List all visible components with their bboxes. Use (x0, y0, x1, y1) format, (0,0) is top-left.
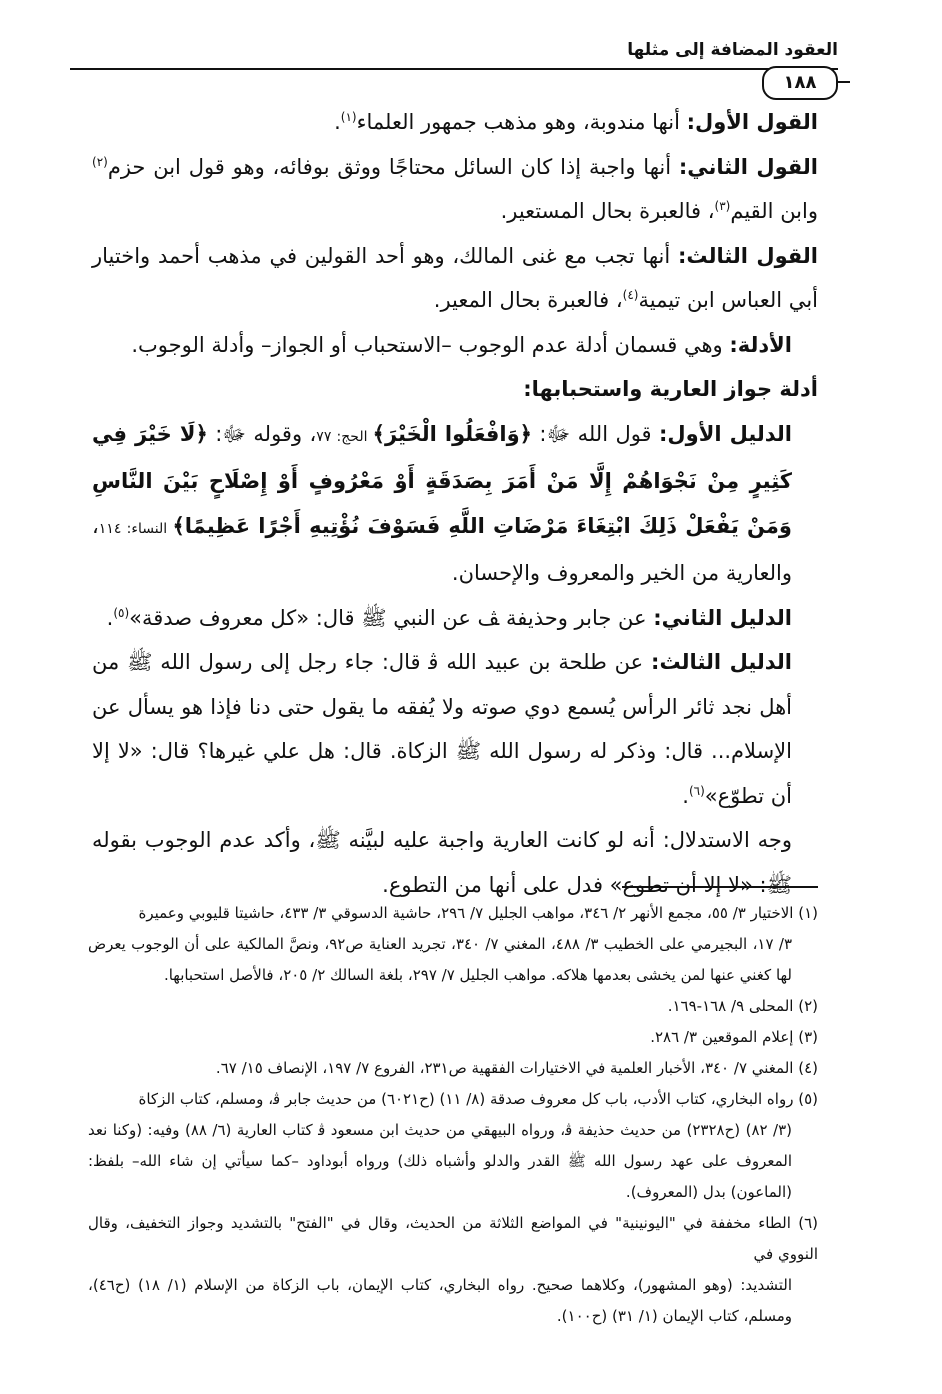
footnote-5: (٥) رواه البخاري، كتاب الأدب، باب كل معروف صدقة (٨/ ١١) (ح٦٠٢١) من حديث جابر ﭬ، ومسلم، كتاب الزكاة (138, 1090, 818, 1108)
first-proof-text-b: ، وقوله ﷻ: (207, 421, 317, 446)
footnote-6: (٦) الطاء مخففة في "اليونينية" في المواضع الثلاثة من الحديث، وقال في "الفتح" بالتشديد وجواز التخفيف، وقال النووي في (88, 1214, 818, 1263)
section-heading (92, 367, 818, 412)
footnote-1-continued: ٣/ ١٧، البجيرمي على الخطيب ٣/ ٤٨٨، المغني ٧/ ٣٤٠، تجريد العناية ص٩٢، ونصَّ المالكية على أن الوجوب يعرض لها كغني عنها لمن يخشى بعدمها هلاكه. مواهب الجليل ٧/ ٢٩٧، بلغة السالك ٢/ ٢٠٥، فالأصل استحبابها. (88, 935, 793, 984)
footnote-2: (٢) المحلى ٩/ ١٦٨-١٦٩. (667, 997, 818, 1015)
paragraph-inference (92, 818, 818, 907)
evidence-heading: أدلة جواز العارية واستحبابها: (523, 377, 818, 401)
footnote-1: (١) الاختيار ٣/ ٥٥، مجمع الأنهر ٢/ ٣٤٦، مواهب الجليل ٧/ ٢٩٦، حاشية الدسوقي ٣/ ٤٣٣، حاشيتا قليوبي وعميرة (138, 904, 818, 922)
footnote-4: (٤) المغني ٧/ ٣٤٠، الأخبار العلمية في الاختيارات الفقهية ص٢٣١، الفروع ٧/ ١٩٧، الإنصاف ١٥/ ٦٧. (215, 1059, 818, 1077)
first-proof-text-c: ، والعارية من الخير والمعروف والإحسان. (92, 513, 792, 585)
second-opinion-text-a: أنها واجبة إذا كان السائل محتاجًا ووثق بوفائه، وهو قول ابن حزم (107, 154, 679, 179)
footnote-6-continued: التشديد: (وهو المشهور)، وكلاهما صحيح. رواه البخاري، كتاب الإيمان، باب الزكاة من الإسلام (١/ ١٨) (ح٤٦)، ومسلم، كتاب الإيمان (١/ ٣١) (ح١٠٠). (88, 1276, 792, 1325)
running-title: العقود المضافة إلى مثلها (627, 40, 838, 60)
footnote-3: (٣) إعلام الموقعين ٣/ ٢٨٦. (650, 1028, 818, 1046)
page-header (70, 40, 838, 74)
footnote-ref-1[interactable]: (١) (340, 110, 357, 124)
footnote-separator (622, 886, 818, 888)
paragraph-third-opinion (92, 234, 818, 323)
footnote-ref-3[interactable]: (٣) (714, 199, 731, 213)
third-proof-end: . (682, 783, 689, 808)
paragraph-first-proof (92, 412, 818, 596)
third-proof-label: الدليل الثالث: (651, 650, 792, 674)
footnotes (88, 898, 818, 1332)
second-opinion-text-b: وابن القيم (730, 199, 818, 223)
third-opinion-end: ، فالعبرة بحال المعير. (433, 288, 623, 312)
header-rule (70, 68, 838, 70)
quran-verse-b: ﴿لَا خَيْرَ فِي كَثِيرٍ مِنْ نَجْوَاهُمْ إِلَّا مَنْ أَمَرَ بِصَدَقَةٍ أَوْ مَعْرُوفٍ أَوْ إِصْلَاحٍ بَيْنَ النَّاسِ وَمَنْ يَفْعَلْ ذَلِكَ ابْتِغَاءَ مَرْضَاتِ اللَّهِ فَسَوْفَ نُؤْتِيهِ أَجْرًا عَظِيمًا﴾ (92, 421, 792, 538)
evidence-label: الأدلة: (729, 332, 792, 357)
quran-verse-a: ﴿وَافْعَلُوا الْخَيْرَ﴾ (372, 421, 532, 446)
main-text (92, 100, 818, 907)
inference-text: وجه الاستدلال: أنه لو كانت العارية واجبة عليه لبيَّنه ﷺ، وأكد عدم الوجوب بقوله ﷺ: «لا إلا أن تطوع» فدل على أنها من التطوع. (92, 828, 792, 897)
second-opinion-label: القول الثاني: (678, 154, 818, 179)
paragraph-second-opinion (92, 145, 818, 234)
footnote-ref-6[interactable]: (٦) (688, 783, 705, 798)
first-opinion-text: أنها مندوبة، وهو مذهب جمهور العلماء (356, 110, 687, 134)
paragraph-third-proof (92, 640, 818, 818)
paragraph-second-proof (92, 596, 818, 641)
third-opinion-text: أنها تجب مع غنى المالك، وهو أحد القولين في مذهب أحمد واختيار أبي العباس ابن تيمية (92, 243, 818, 312)
first-proof-text-a: قول الله ﷻ: (531, 421, 660, 446)
third-opinion-label: القول الثالث: (677, 243, 819, 268)
page-number: ١٨٨ (762, 66, 838, 100)
footnote-ref-4[interactable]: (٤) (622, 288, 639, 302)
second-proof-label: الدليل الثاني: (653, 605, 792, 630)
paragraph-evidence (92, 323, 818, 368)
evidence-text: وهي قسمان أدلة عدم الوجوب –الاستحباب أو الجواز– وأدلة الوجوب. (131, 332, 730, 357)
second-proof-text: عن جابر وحذيفة ﭫ عن النبي ﷺ قال: «كل معروف صدقة» (129, 605, 654, 630)
first-proof-label: الدليل الأول: (659, 421, 792, 446)
first-opinion-label: القول الأول: (686, 110, 818, 134)
second-opinion-text-c: ، فالعبرة بحال المستعير. (500, 199, 715, 223)
footnote-ref-5[interactable]: (٥) (113, 605, 130, 620)
footnote-5-continued: (٣/ ٨٢) (ح٢٣٢٨) من حديث حذيفة ﭬ، ورواه البيهقي من حديث ابن مسعود ﭬ كتاب العارية (٦/ ٨٨) وفيه: (وكنا نعد المعروف على عهد رسول الله ﷺ القدر والدلو وأشباه ذلك) ورواه أبوداود –كما سيأتي إن شاء الله– بلفظ: (الماعون) بدل (المعروف). (88, 1121, 792, 1201)
quran-source-a: الحج: ٧٧ (316, 428, 373, 445)
quran-source-b: النساء: ١١٤ (98, 520, 173, 537)
footnote-ref-2[interactable]: (٢) (92, 154, 108, 169)
third-proof-text: عن طلحة بن عبيد الله ﭬ قال: جاء رجل إلى رسول الله ﷺ من أهل نجد ثائر الرأس يُسمع دوي صوته ولا يُفقه ما يقول حتى دنا فإذا هو يسأل عن الإسلام... قال: وذكر له رسول الله ﷺ الزكاة. قال: هل علي غيرها؟ قال: «لا إلا أن تطوّع» (92, 650, 792, 808)
second-proof-end: . (106, 605, 114, 630)
first-opinion-end: . (334, 110, 341, 134)
page-number-tick (838, 81, 850, 83)
paragraph-first-opinion (92, 100, 818, 145)
